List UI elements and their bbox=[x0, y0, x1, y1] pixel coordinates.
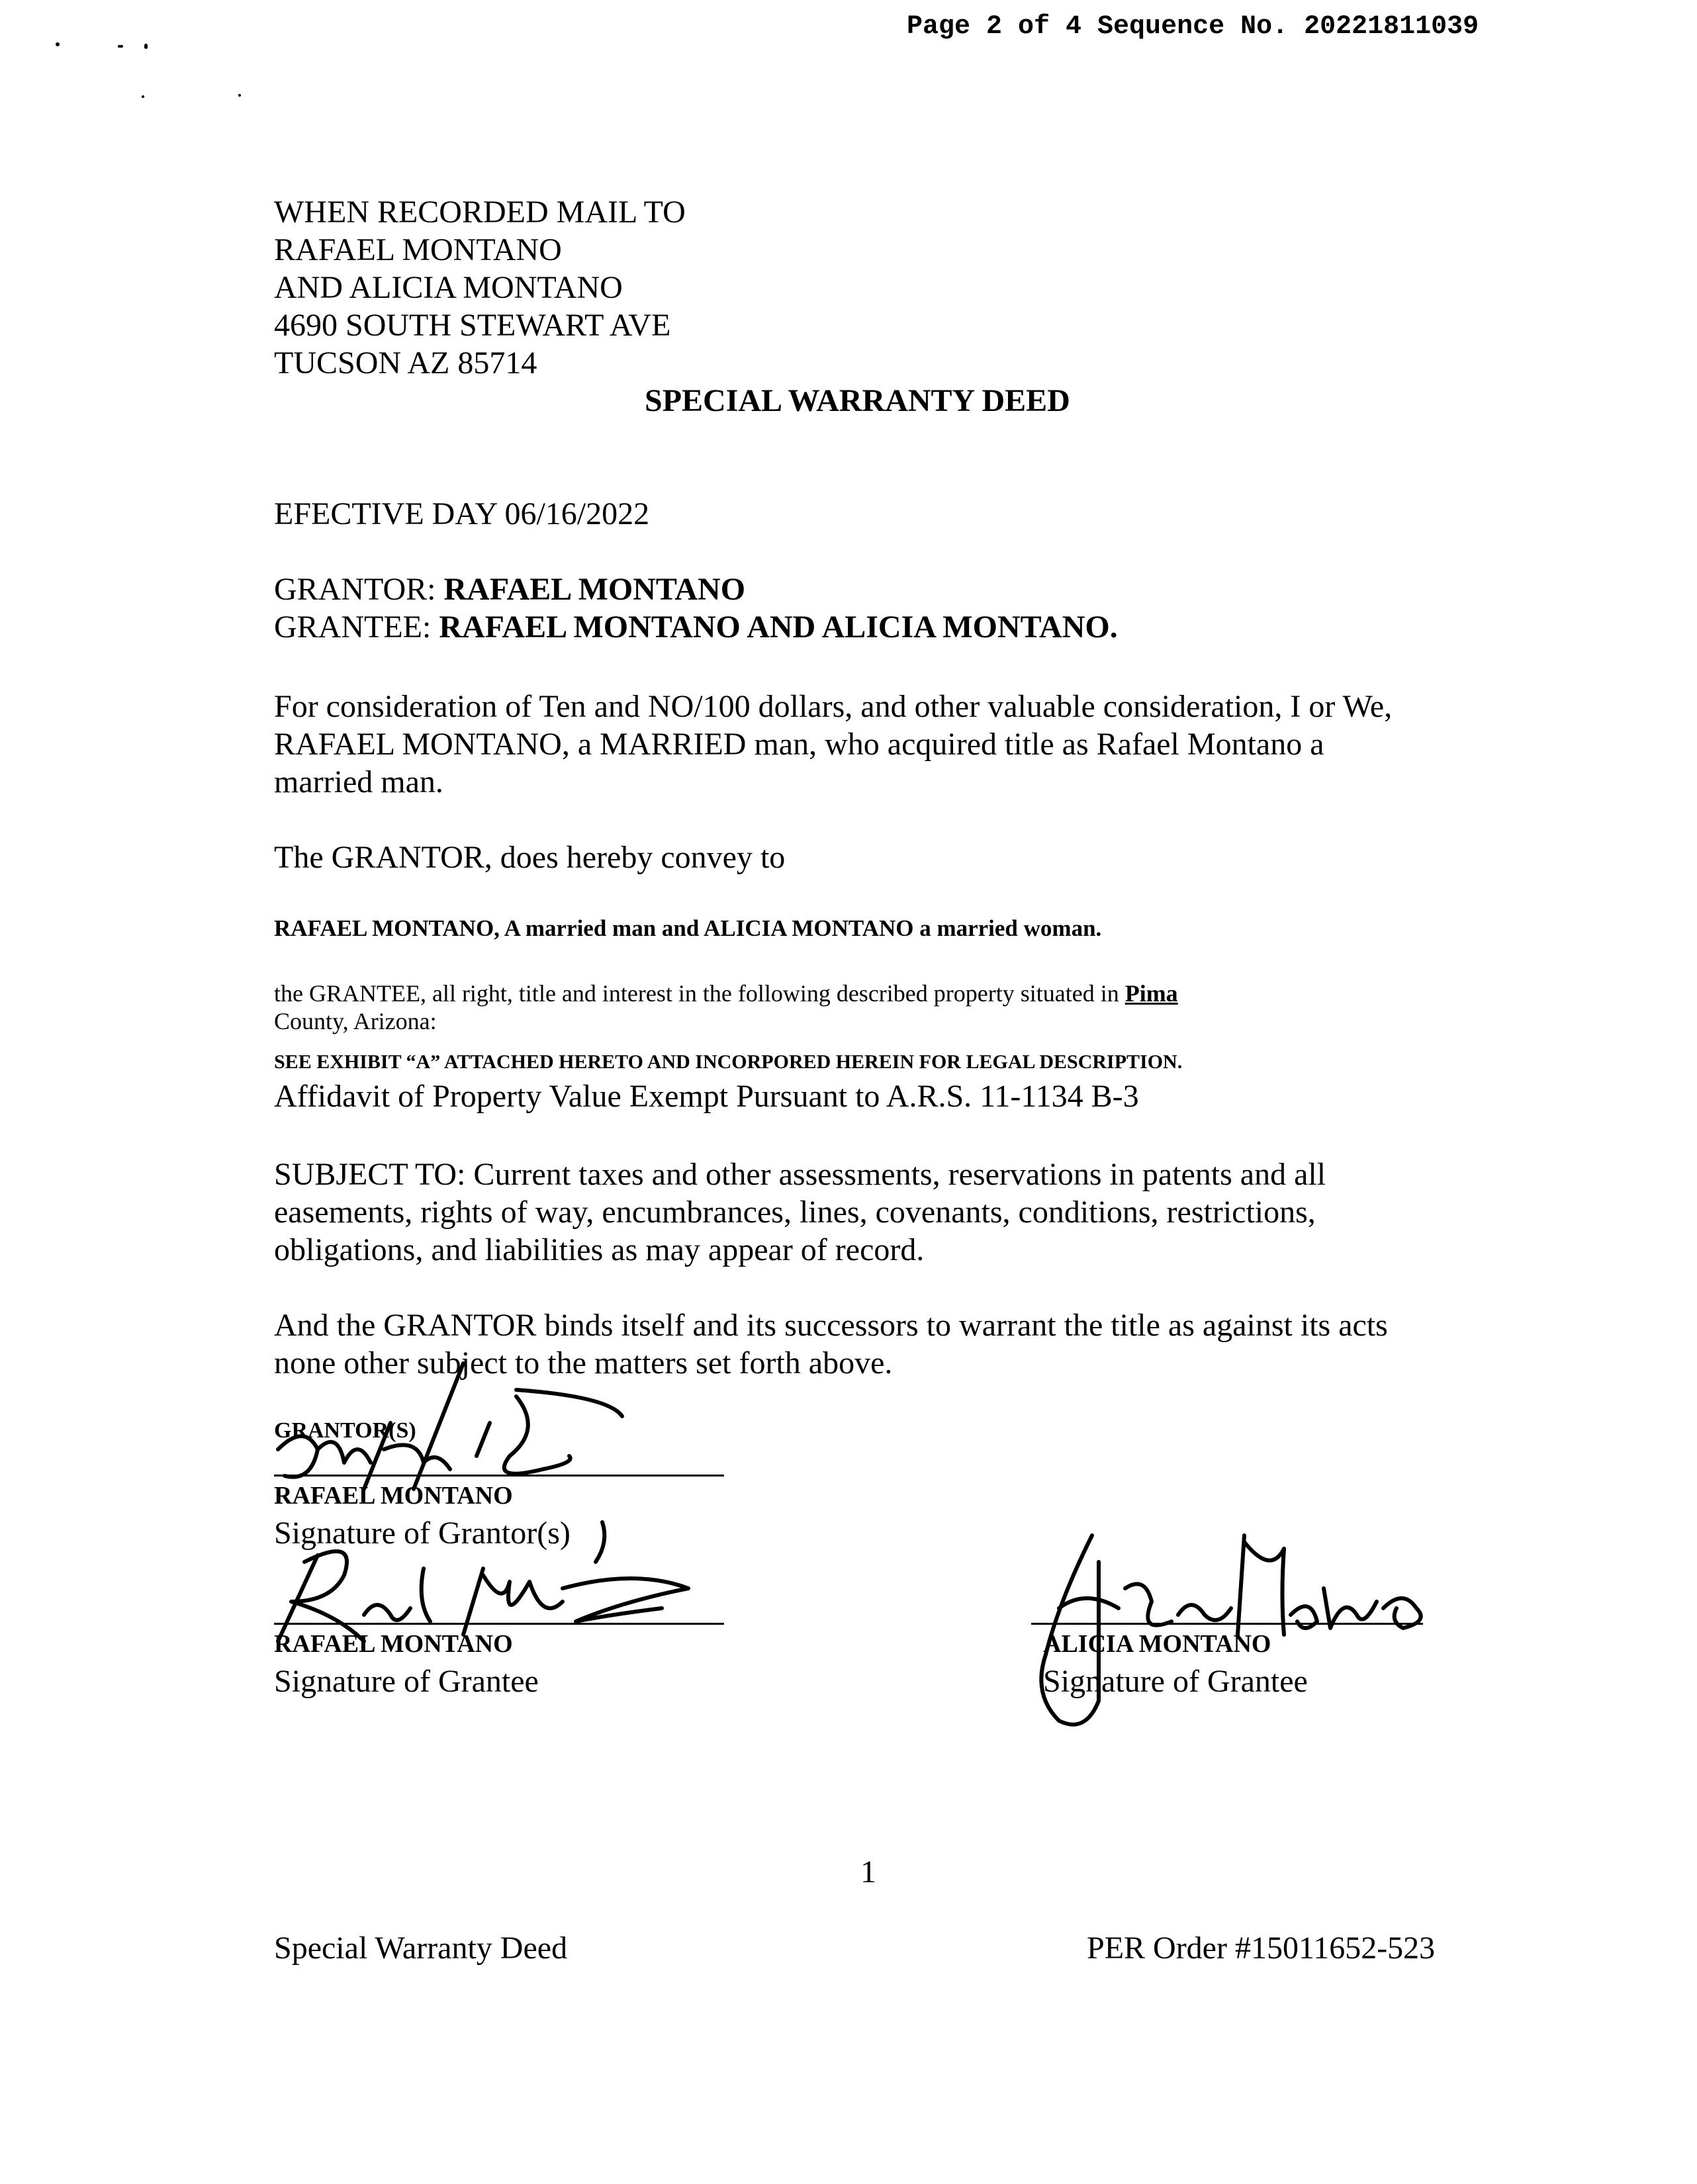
affidavit-line: Affidavit of Property Value Exempt Pursuant to A.R.S. 11-1134 B-3 bbox=[274, 1079, 1139, 1114]
scan-speck bbox=[118, 45, 123, 48]
subject-to-line: obligations, and liabilities as may appear of record. bbox=[274, 1232, 925, 1267]
warrant-line: none other subject to the matters set forth above. bbox=[274, 1345, 893, 1381]
scan-speck bbox=[238, 94, 241, 97]
grantor-printed-name: RAFAEL MONTANO bbox=[274, 1482, 513, 1510]
scan-speck bbox=[56, 42, 60, 46]
mail-to-line: 4690 SOUTH STEWART AVE bbox=[274, 308, 671, 343]
consideration-line: For consideration of Ten and NO/100 dollars, and other valuable consideration, I or We, bbox=[274, 689, 1393, 724]
consideration-line: RAFAEL MONTANO, a MARRIED man, who acquired title as Rafael Montano a bbox=[274, 727, 1324, 762]
page-number: 1 bbox=[860, 1854, 876, 1889]
consideration-line: married man. bbox=[274, 764, 443, 799]
grantor-label: GRANTOR: bbox=[274, 572, 444, 607]
exhibit-reference: SEE EXHIBIT “A” ATTACHED HERETO AND INCORPORED HEREIN FOR LEGAL DESCRIPTION. bbox=[274, 1051, 1183, 1073]
property-text: the GRANTEE, all right, title and interest in the following described property situated in bbox=[274, 980, 1125, 1007]
grantor-name: RAFAEL MONTANO bbox=[443, 572, 746, 607]
document-title: SPECIAL WARRANTY DEED bbox=[645, 383, 1070, 418]
subject-to-line: SUBJECT TO: Current taxes and other assessments, reservations in patents and all bbox=[274, 1157, 1326, 1192]
mail-to-line: AND ALICIA MONTANO bbox=[274, 270, 623, 305]
grantor-line bbox=[274, 570, 745, 609]
scan-speck bbox=[142, 95, 144, 98]
mail-to-line: RAFAEL MONTANO bbox=[274, 232, 562, 267]
grantors-label: GRANTOR(S) bbox=[274, 1418, 416, 1443]
footer-order-number: PER Order #15011652-523 bbox=[1087, 1931, 1436, 1966]
subject-to-line: easements, rights of way, encumbrances, lines, covenants, conditions, restrictions, bbox=[274, 1195, 1316, 1230]
footer-title: Special Warranty Deed bbox=[274, 1931, 568, 1966]
grantee1-signature bbox=[265, 1516, 715, 1648]
grantee-label: GRANTEE: bbox=[274, 610, 439, 645]
warrant-line: And the GRANTOR binds itself and its successors to warrant the title as against its acts bbox=[274, 1308, 1388, 1343]
grantee2-signature-caption: Signature of Grantee bbox=[1043, 1664, 1308, 1699]
mail-to-line: WHEN RECORDED MAIL TO bbox=[274, 195, 686, 230]
scan-speck bbox=[144, 44, 148, 49]
effective-date: EFECTIVE DAY 06/16/2022 bbox=[274, 496, 650, 531]
mail-to-line: TUCSON AZ 85714 bbox=[274, 345, 537, 381]
grantee1-printed-name: RAFAEL MONTANO bbox=[274, 1630, 513, 1658]
convey-line: The GRANTOR, does hereby convey to bbox=[274, 840, 786, 875]
grantees-statement: RAFAEL MONTANO, A married man and ALICIA MONTANO a married woman. bbox=[274, 915, 1102, 941]
grantee2-signature bbox=[1019, 1522, 1443, 1734]
property-line bbox=[274, 979, 1178, 1007]
page-sequence-header: Page 2 of 4 Sequence No. 20221811039 bbox=[907, 12, 1479, 42]
grantor-signature bbox=[265, 1350, 635, 1496]
grantee-name: RAFAEL MONTANO AND ALICIA MONTANO. bbox=[439, 610, 1118, 645]
grantee-line bbox=[274, 608, 1118, 647]
grantee2-printed-name: ALICIA MONTANO bbox=[1043, 1630, 1271, 1658]
grantee1-signature-caption: Signature of Grantee bbox=[274, 1664, 539, 1699]
property-county-line: County, Arizona: bbox=[274, 1008, 437, 1034]
grantor-signature-caption: Signature of Grantor(s) bbox=[274, 1516, 571, 1551]
property-county: Pima bbox=[1124, 980, 1178, 1007]
